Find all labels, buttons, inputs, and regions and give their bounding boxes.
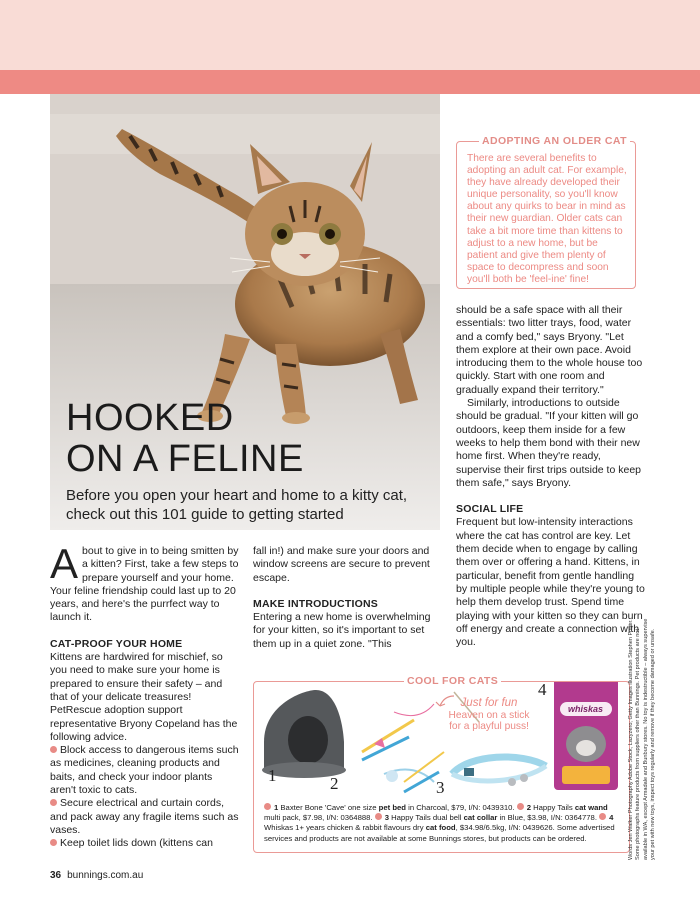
product-number-1: 1 xyxy=(268,766,277,785)
heading-social-life: SOCIAL LIFE xyxy=(456,503,524,516)
sidebar-title: ADOPTING AN OLDER CAT xyxy=(479,134,630,148)
hero-title-line1: HOOKED xyxy=(66,397,234,439)
credits-line-2: Some photographs feature products from suppliers other than Bunnings. Pet products are not xyxy=(635,628,642,860)
products-caption xyxy=(264,803,624,844)
cat-food-bag-image xyxy=(554,682,618,790)
caption-4c: , $34.98/6.5kg, I/N: 0439626. Some advertised services and products are not available at some Bunnings stores, but products can be ordered. xyxy=(264,823,615,843)
heading-make-introductions: MAKE INTRODUCTIONS xyxy=(253,597,378,610)
intro-text: bout to give in to being smitten by a kitten? First, take a few steps to prepare yourself and your home. Your feline friendship could last up to 20 years, and here's the purrfect way to launch it. xyxy=(50,545,239,624)
col3-paragraph-3: Frequent but low-intensity interactions where the cat has control are key. Let them decide when to engage by calling them over or offering a hand. Kittens, in particular, benefit from gentle handling by multiple people while they're young to help them develop trust. Spend time playing with your kitten so they can burn off energy and create a connection with you. xyxy=(456,516,645,649)
fun-callout xyxy=(446,698,532,733)
product-number-2: 2 xyxy=(330,774,339,793)
bullet-dot-icon xyxy=(50,839,57,846)
caption-4a: Whiskas 1+ years chicken & rabbit flavours dry xyxy=(264,823,426,833)
cat-collar-image xyxy=(452,757,546,786)
caption-num-1: 1 xyxy=(274,803,279,812)
bullet-2-text: Secure electrical and curtain cords, and pack away any fragile items such as vases. xyxy=(50,797,239,836)
col2-paragraph-2: Entering a new home is overwhelming for your kitten, so it's important to set them up in a quiet zone. "This xyxy=(253,611,431,650)
credits-line-4: your pet with new toys, inspect toys regularly and remove if they become damaged or unsafe. xyxy=(650,628,657,860)
catproof-paragraph: Kittens are hardwired for mischief, so you need to make sure your home is prepared to ensure their safety – and that of your delicate treasures! PetRescue adoption support representative Bryony Copeland has the following advice. xyxy=(50,651,238,743)
heading-cat-proof: CAT-PROOF YOUR HOME xyxy=(50,637,183,650)
caption-2b: cat wand xyxy=(574,803,608,812)
photo-credits xyxy=(628,560,658,860)
caption-4b: cat food xyxy=(425,823,456,833)
bullet-3-text: Keep toilet lids down (kittens can xyxy=(60,837,213,850)
caption-num-2: 2 xyxy=(526,803,531,812)
article-column-3 xyxy=(456,304,646,649)
caption-3b: cat collar xyxy=(463,813,498,823)
bullet-dot-icon xyxy=(50,746,57,753)
bullet-1-text: Block access to dangerous items such as medicines, cleaning products and baits, and check your indoor plants aren't toxic to cats. xyxy=(50,744,239,797)
adopting-older-cat-box xyxy=(456,135,636,289)
hero-title xyxy=(66,398,304,480)
caption-1b: pet bed xyxy=(378,803,406,812)
bullet-1 xyxy=(50,744,240,797)
top-accent-band xyxy=(0,70,700,94)
caption-3c: in Blue, $3.98, I/N: 0364778. xyxy=(497,813,600,823)
hero-image xyxy=(50,94,440,530)
credits-line-3: available in WA, except Armadale and Bunbury stores. No toy is indestructible – always supervise xyxy=(642,618,649,860)
bullet-dot-icon xyxy=(264,803,271,810)
page-number: 36 xyxy=(50,870,62,881)
page-footer xyxy=(50,870,143,881)
bullet-dot-icon xyxy=(50,799,57,806)
caption-2c: multi pack, $7.98, I/N: 0364888. xyxy=(264,813,375,823)
pet-bed-image xyxy=(262,690,346,778)
drop-cap: A xyxy=(50,540,79,587)
footer-site: bunnings.com.au xyxy=(67,870,144,881)
caption-1a: Baxter Bone 'Cave' one size xyxy=(278,803,379,812)
article-column-2 xyxy=(253,545,443,651)
product-number-3: 3 xyxy=(436,778,445,797)
bullet-2 xyxy=(50,797,240,837)
product-number-4: 4 xyxy=(538,680,547,699)
bullet-dot-icon xyxy=(599,813,606,820)
cool-box-title: COOL FOR CATS xyxy=(404,674,501,688)
cool-for-cats-box xyxy=(253,675,630,853)
bullet-3 xyxy=(50,837,240,850)
bullet-dot-icon xyxy=(517,803,524,810)
caption-2a: Happy Tails xyxy=(530,803,575,812)
sidebar-text: There are several benefits to adopting an adult cat. For example, they have already developed their unique personality, so you'll know about any quirks to bear in mind as their new guardian. Older cats can take a bit more time than kittens to adjust to a new home, but be patient and give them plenty of space to decompress and soon you'll both be 'feel-ine' fine! xyxy=(467,153,627,285)
fun-line-3: for a playful puss! xyxy=(449,721,529,733)
caption-1c: in Charcoal, $79, I/N: 0439310. xyxy=(406,803,517,812)
col2-paragraph-1: fall in!) and make sure your doors and window screens are secure to prevent escape. xyxy=(253,545,430,584)
hero-title-line2: ON A FELINE xyxy=(66,438,304,480)
col3-paragraph-2: Similarly, introductions to outside should be gradual. "If your kitten will go outdoors, keep them inside for a few weeks to help them bond with their new home first. When they're ready, supervise their first trips outside to keep them safe," says Bryony. xyxy=(456,397,642,489)
food-brand-label: whiskas xyxy=(568,704,604,714)
top-pink-band xyxy=(0,0,700,70)
fun-line-1: Just for fun xyxy=(460,697,518,709)
credits-line-1: Words Jen Walker Photography Adobe Stock, Lazyzero; Getty Images illustration Stephen Potter. xyxy=(628,619,634,860)
intro-paragraph xyxy=(50,540,240,625)
article-column-1 xyxy=(50,540,240,851)
caption-3a: Happy Tails dual bell xyxy=(388,813,464,823)
caption-num-3: 3 xyxy=(384,813,389,823)
hero-subtitle: Before you open your heart and home to a kitty cat, check out this 101 guide to getting started xyxy=(66,487,408,523)
caption-num-4: 4 xyxy=(609,813,614,823)
bullet-dot-icon xyxy=(375,813,382,820)
fun-line-2: Heaven on a stick xyxy=(448,709,530,721)
col3-paragraph-1: should be a safe space with all their essentials: two litter trays, food, water and a comfy bed," says Bryony. "Let them explore at their own pace. Avoid introducing them to the whole house too quickly. Start with one room and gradually expand their territory." xyxy=(456,304,643,396)
